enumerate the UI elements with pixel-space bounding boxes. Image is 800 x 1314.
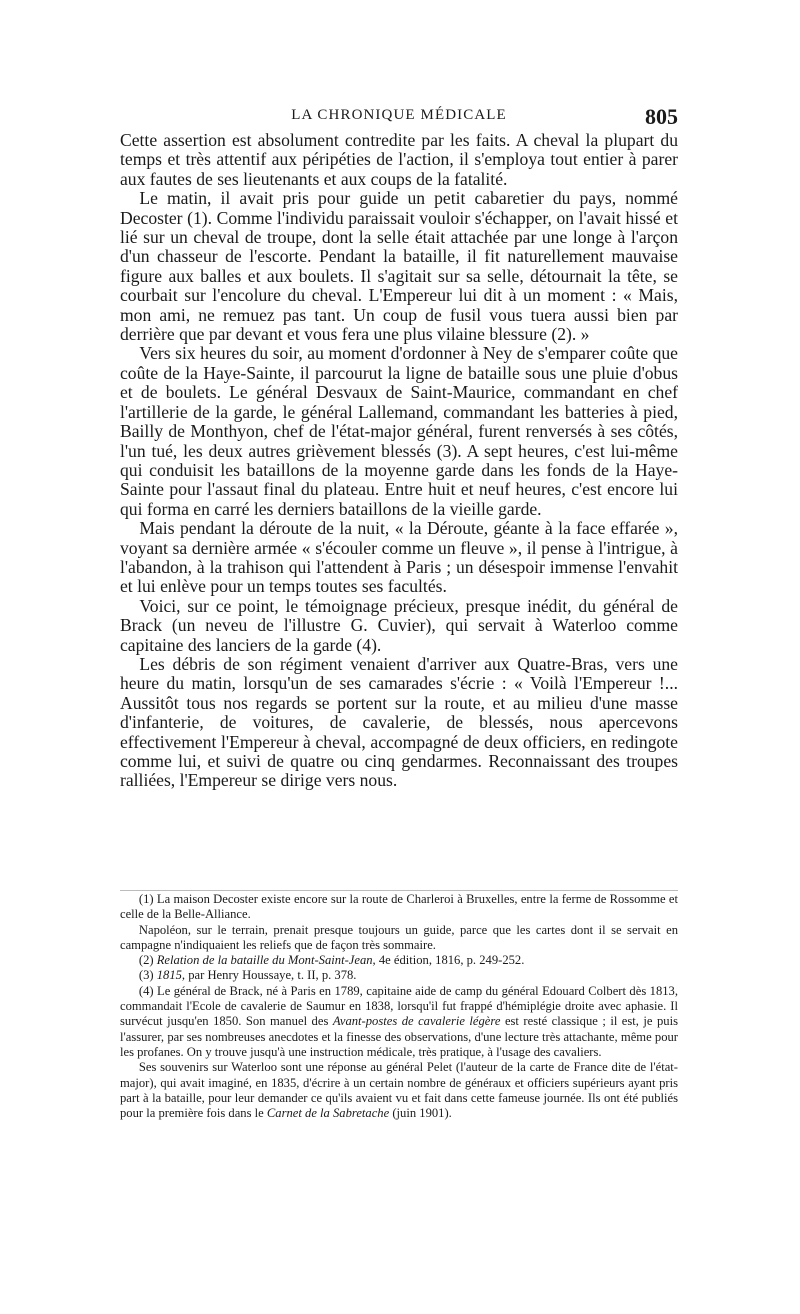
footnotes bbox=[120, 892, 678, 1121]
footnote-1: (1) La maison Decoster existe encore sur la route de Charleroi à Bruxelles, entre la ferme de Rossomme et celle de la Belle-Alliance. bbox=[120, 892, 678, 922]
footnote-1-continued: Napoléon, sur le terrain, prenait presque toujours un guide, parce que les cartes dont il se servait en campagne n'indiquaient les reliefs que de façon très sommaire. bbox=[120, 922, 678, 952]
running-title: LA CHRONIQUE MÉDICALE bbox=[291, 107, 507, 123]
footnote-4-text-end: est resté classique ; il est, je puis l'assurer, par ses nombreuses anecdotes et la finesse des observations, d'une lecture très attachante, même pour les profanes. On y trouve jusqu'à une instruction médicale, très pratique, à l'usage des cavaliers. bbox=[120, 1014, 679, 1059]
paragraph: Les débris de son régiment venaient d'arriver aux Quatre-Bras, vers une heure du matin, lorsqu'un de ses camarades s'écrie : « Voilà l'Empereur !... Aussitôt tous nos regards se portent sur la route, et au milieu d'une masse d'infanterie, de voitures, de cavalerie, de blessés, nous apercevons effectivement l'Empereur à cheval, accompagné de deux officiers, en redingote comme lui, et suivi de quatre ou cinq gendarmes. Reconnaissant des troupes ralliées, l'Empereur se dirige vers nous. bbox=[120, 653, 678, 791]
footnote-3-number: (3) bbox=[138, 968, 154, 983]
paragraph: Voici, sur ce point, le témoignage précieux, presque inédit, du général de Brack (un neveu de l'illustre G. Cuvier), qui servait à Waterloo comme capitaine des lanciers de la garde (4). bbox=[120, 595, 678, 655]
main-text bbox=[120, 131, 678, 791]
footnote-2 bbox=[120, 953, 678, 968]
footnote-3 bbox=[120, 968, 678, 983]
footnote-3-text: par Henry Houssaye, t. II, p. 378. bbox=[188, 968, 357, 983]
footnote-4-continued bbox=[120, 1060, 678, 1121]
footnote-rule bbox=[120, 890, 678, 891]
footnote-2-title: Relation de la bataille du Mont-Saint-Jean, bbox=[156, 953, 376, 968]
footnote-2-number: (2) bbox=[138, 953, 154, 968]
footnote-4 bbox=[120, 984, 678, 1060]
footnote-4-cont-title: Carnet de la Sabretache bbox=[266, 1106, 390, 1121]
paragraph: Vers six heures du soir, au moment d'ordonner à Ney de s'emparer coûte que coûte de la Haye-Sainte, il parcourut la ligne de bataille sous une pluie d'obus et de boulets. Le général Desvaux de Saint-Maurice, commandant en chef l'artillerie de la garde, le général Lallemand, commandant les batteries à pied, Bailly de Monthyon, chef de l'état-major général, furent renversés à ses côtés, l'un tué, les deux autres grièvement blessés (3). A sept heures, c'est lui-même qui conduisit les bataillons de la moyenne garde dans les fonds de la Haye-Sainte pour l'assaut final du plateau. Entre huit et neuf heures, c'est encore lui qui forma en carré les derniers bataillons de la vieille garde. bbox=[120, 343, 678, 519]
paragraph: Mais pendant la déroute de la nuit, « la Déroute, géante à la face effarée », voyant sa dernière armée « s'écouler comme un fleuve », il pense à l'intrigue, à l'abandon, à la trahison qui l'attendent à Paris ; un désespoir immense l'envahit et lui enlève pour un temps toutes ses facultés. bbox=[120, 518, 678, 597]
page-number: 805 bbox=[645, 104, 678, 129]
footnote-2-text: 4e édition, 1816, p. 249-252. bbox=[378, 953, 525, 968]
footnote-4-cont-start: Ses souvenirs sur Waterloo sont une réponse au général Pelet (l'auteur de la carte de France dite de l'état-major), qui avait imaginé, en 1835, d'écrire à un certain nombre de généraux et officiers supérieurs ayant pris part à la bataille, pour leur demander ce qu'ils avaient vu et fait dans cette fameuse journée. Ils ont été publiés pour la première fois dans le bbox=[120, 1060, 678, 1121]
footnote-3-title: 1815, bbox=[156, 968, 186, 983]
footnote-4-cont-end: (juin 1901). bbox=[392, 1106, 452, 1121]
paragraph: Le matin, il avait pris pour guide un petit cabaretier du pays, nommé Decoster (1). Comme l'individu paraissait vouloir s'échapper, on l'avait hissé et lié sur un cheval de troupe, dont la selle était attachée par une longe à l'arçon d'un chasseur de l'escorte. Pendant la bataille, il fit naturellement mauvaise figure aux balles et aux boulets. Il s'agitait sur sa selle, détournait la tête, se courbait sur l'encolure du cheval. L'Empereur lui dit à un moment : « Mais, mon ami, ne remuez pas tant. Un coup de fusil vous tuera aussi bien par derrière que par devant et vous fera une plus vilaine blessure (2). » bbox=[120, 188, 678, 345]
footnote-4-title: Avant-postes de cavalerie légère bbox=[332, 1014, 501, 1029]
paragraph: Cette assertion est absolument contredite par les faits. A cheval la plupart du temps et très attentif aux péripéties de l'action, il s'employa tout entier à parer aux fautes de ses lieutenants et aux coups de la fatalité. bbox=[120, 130, 678, 189]
footnote-4-text-start: (4) Le général de Brack, né à Paris en 1789, capitaine aide de camp du général Edouard Colbert dès 1813, commandait l'Ecole de cavalerie de Saumur en 1838, lorsqu'il fut frappé d'hémiplégie droite avec aphasie. Il survécut jusqu'en 1850. Son manuel des bbox=[120, 983, 678, 1029]
